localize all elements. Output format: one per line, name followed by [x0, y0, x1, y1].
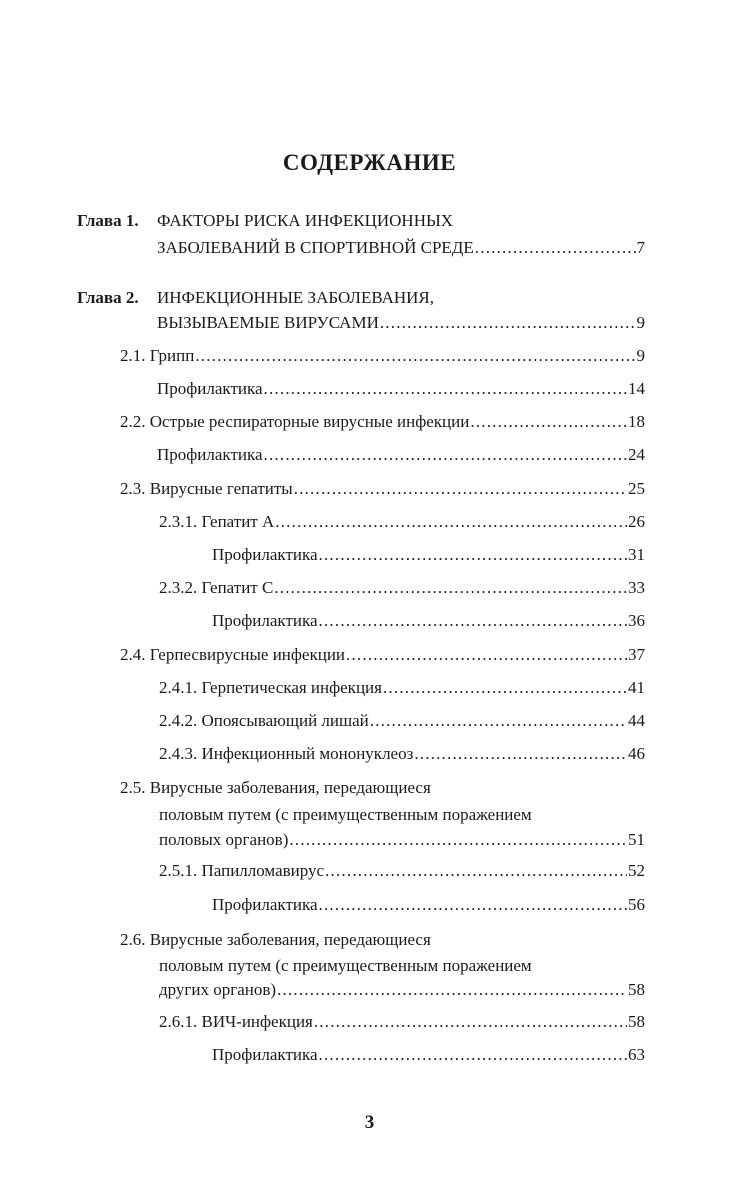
toc-entry-text: Профилактика [212, 611, 318, 630]
toc-entry-text: 2.4.2. Опоясывающий лишай [159, 711, 369, 730]
leader-dots [319, 1044, 627, 1066]
toc-entry-text: 2.1. Грипп [120, 346, 195, 365]
toc-entry-2-4[interactable] [120, 644, 645, 666]
toc-entry-text: половых органов) [159, 830, 289, 849]
toc-entry-2-5-1[interactable] [159, 860, 645, 882]
toc-entry-text: 2.4.1. Герпетическая инфекция [159, 678, 382, 697]
chapter-1-title-line1[interactable]: ФАКТОРЫ РИСКА ИНФЕКЦИОННЫХ [157, 211, 454, 230]
toc-entry-2-6-line2[interactable]: половым путем (с преимущественным поражением [159, 956, 532, 975]
page-ref: 41 [628, 678, 645, 697]
toc-entry-2-3-1[interactable] [159, 511, 645, 533]
toc-entry-2-3-2[interactable] [159, 577, 645, 599]
toc-entry-2-2-prevention[interactable] [157, 444, 645, 466]
leader-dots [319, 544, 627, 566]
toc-entry-text: Профилактика [157, 379, 263, 398]
toc-entry-2-1-prevention[interactable] [157, 378, 645, 400]
page-ref: 33 [628, 578, 645, 597]
page-ref: 14 [628, 379, 645, 398]
leader-dots [325, 860, 627, 882]
chapter-2-entry[interactable] [157, 312, 645, 334]
chapter-1-title-line2: ЗАБОЛЕВАНИЙ В СПОРТИВНОЙ СРЕДЕ [157, 238, 474, 257]
page-ref: 44 [628, 711, 645, 730]
page-ref: 24 [628, 445, 645, 464]
toc-entry-2-2[interactable] [120, 411, 645, 433]
toc-entry-text: 2.3.1. Гепатит А [159, 512, 275, 531]
page-title: СОДЕРЖАНИЕ [282, 150, 457, 175]
page-ref: 52 [628, 861, 645, 880]
leader-dots [470, 411, 627, 433]
chapter-1-entry[interactable] [157, 237, 645, 259]
leader-dots [264, 378, 627, 400]
leader-dots [195, 345, 635, 367]
leader-dots [314, 1011, 627, 1033]
page-ref: 25 [628, 479, 645, 498]
toc-entry-2-6[interactable] [159, 979, 645, 1001]
page-ref: 58 [628, 980, 645, 999]
page-ref: 7 [636, 238, 645, 257]
leader-dots [319, 894, 627, 916]
toc-entry-2-6-1[interactable] [159, 1011, 645, 1033]
leader-dots [380, 312, 636, 334]
toc-entry-2-4-1[interactable] [159, 677, 645, 699]
leader-dots [274, 577, 627, 599]
chapter-1-label: Глава 1. [77, 211, 139, 230]
page-ref: 26 [628, 512, 645, 531]
toc-entry-text: других органов) [159, 980, 277, 999]
page-ref: 37 [628, 645, 645, 664]
leader-dots [346, 644, 627, 666]
leader-dots [370, 710, 627, 732]
toc-entry-text: 2.3.2. Гепатит С [159, 578, 274, 597]
page-number: 3 [364, 1112, 375, 1133]
toc-entry-text: 2.4. Герпесвирусные инфекции [120, 645, 346, 664]
page-ref: 58 [628, 1012, 645, 1031]
toc-entry-2-3-2-prevention[interactable] [212, 610, 645, 632]
leader-dots [275, 511, 627, 533]
leader-dots [264, 444, 627, 466]
toc-entry-2-5[interactable] [159, 829, 645, 851]
page-ref: 46 [628, 744, 645, 763]
toc-entry-text: 2.5.1. Папилломавирус [159, 861, 325, 880]
toc-entry-text: Профилактика [157, 445, 263, 464]
chapter-2-title-line2: ВЫЗЫВАЕМЫЕ ВИРУСАМИ [157, 313, 379, 332]
chapter-2-label: Глава 2. [77, 288, 139, 307]
page-ref: 56 [628, 895, 645, 914]
toc-entry-2-4-2[interactable] [159, 710, 645, 732]
leader-dots [289, 829, 627, 851]
toc-entry-text: 2.4.3. Инфекционный мононуклеоз [159, 744, 414, 763]
toc-entry-2-6-line1[interactable]: 2.6. Вирусные заболевания, передающиеся [120, 930, 431, 949]
toc-entry-text: 2.6.1. ВИЧ-инфекция [159, 1012, 313, 1031]
leader-dots [319, 610, 627, 632]
toc-entry-2-1[interactable] [120, 345, 645, 367]
toc-entry-2-5-1-prevention[interactable] [212, 894, 645, 916]
toc-entry-2-6-1-prevention[interactable] [212, 1044, 645, 1066]
page-ref: 9 [636, 313, 645, 332]
leader-dots [475, 237, 636, 259]
page-ref: 63 [628, 1045, 645, 1064]
leader-dots [414, 743, 627, 765]
toc-entry-2-3-1-prevention[interactable] [212, 544, 645, 566]
toc-entry-2-5-line2[interactable]: половым путем (с преимущественным поражением [159, 805, 532, 824]
toc-entry-2-4-3[interactable] [159, 743, 645, 765]
toc-entry-text: Профилактика [212, 545, 318, 564]
page-ref: 51 [628, 830, 645, 849]
toc-entry-text: 2.3. Вирусные гепатиты [120, 479, 293, 498]
page-ref: 9 [636, 346, 645, 365]
chapter-2-title-line1[interactable]: ИНФЕКЦИОННЫЕ ЗАБОЛЕВАНИЯ, [157, 288, 435, 307]
toc-entry-2-3[interactable] [120, 478, 645, 500]
toc-entry-text: 2.2. Острые респираторные вирусные инфекции [120, 412, 470, 431]
leader-dots [277, 979, 627, 1001]
page-ref: 31 [628, 545, 645, 564]
toc-entry-2-5-line1[interactable]: 2.5. Вирусные заболевания, передающиеся [120, 778, 431, 797]
leader-dots [383, 677, 627, 699]
toc-entry-text: Профилактика [212, 895, 318, 914]
page-ref: 36 [628, 611, 645, 630]
leader-dots [294, 478, 627, 500]
toc-entry-text: Профилактика [212, 1045, 318, 1064]
page-ref: 18 [628, 412, 645, 431]
